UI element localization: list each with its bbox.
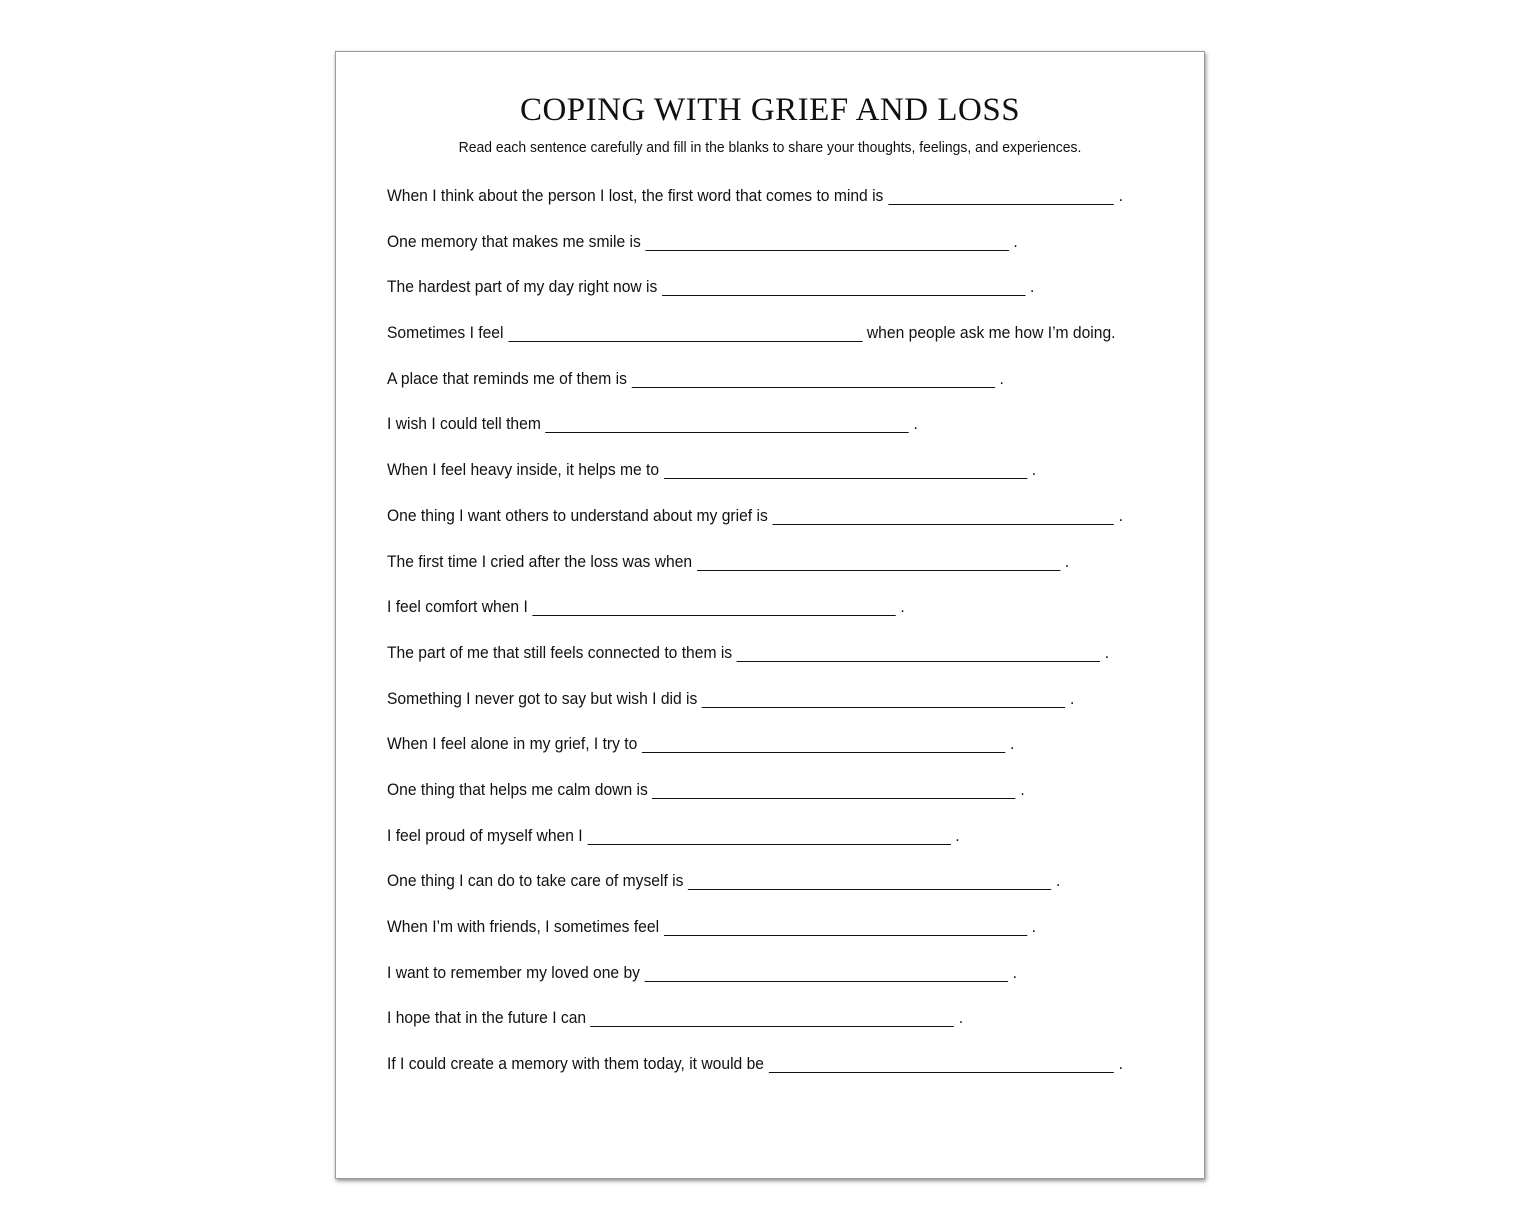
fill-in-blank[interactable] [652, 780, 1015, 799]
prompt-row [387, 689, 1123, 735]
fill-in-blank[interactable] [632, 369, 995, 388]
prompt-text: When I’m with friends, I sometimes feel [387, 917, 660, 936]
prompt-row [387, 232, 1123, 278]
prompt-text: One thing I can do to take care of myself is [387, 871, 684, 891]
prompt-ending: . [999, 368, 1004, 388]
prompt-row [387, 323, 1123, 369]
worksheet-title: COPING WITH GRIEF AND LOSS [519, 92, 1021, 128]
prompt-row [387, 597, 1123, 643]
prompt-row [387, 414, 1123, 460]
prompt-row [387, 643, 1123, 689]
prompt-ending: . [913, 414, 918, 434]
prompt-text: Something I never got to say but wish I did is [387, 688, 698, 708]
prompt-text: One thing that helps me calm down is [387, 779, 648, 799]
prompt-row [387, 552, 1123, 598]
prompt-text: I want to remember my loved one by [387, 962, 640, 982]
prompt-row [387, 826, 1123, 872]
prompt-text: When I feel heavy inside, it helps me to [387, 460, 660, 480]
prompt-text: I feel proud of myself when I [387, 825, 583, 845]
prompt-ending: . [900, 597, 905, 617]
fill-in-blank[interactable] [642, 734, 1005, 753]
fill-in-blank[interactable] [688, 871, 1051, 890]
prompt-row [387, 734, 1123, 780]
fill-in-blank[interactable] [888, 186, 1114, 205]
prompt-row [387, 369, 1123, 415]
fill-in-blank[interactable] [645, 232, 1008, 251]
fill-in-blank[interactable] [662, 277, 1025, 296]
prompt-ending: when people ask me how I’m doing. [866, 323, 1116, 343]
fill-in-blank[interactable] [702, 689, 1065, 708]
fill-in-blank[interactable] [769, 1054, 1114, 1073]
prompt-ending: . [1104, 642, 1110, 662]
fill-in-blank[interactable] [664, 917, 1027, 936]
prompt-text: When I feel alone in my grief, I try to [387, 734, 638, 754]
prompt-row [387, 917, 1123, 963]
prompt-ending: . [1013, 231, 1018, 251]
prompt-ending: . [1029, 277, 1035, 297]
prompt-ending: . [1064, 551, 1070, 571]
prompt-ending: . [1031, 460, 1037, 480]
prompt-text: The part of me that still feels connected to them is [387, 642, 733, 662]
fill-in-blank[interactable] [772, 506, 1114, 525]
prompt-ending: . [1020, 779, 1025, 799]
prompt-ending: . [1031, 917, 1037, 936]
prompt-row [387, 1054, 1123, 1100]
prompt-row [387, 506, 1123, 552]
fill-in-blank[interactable] [591, 1008, 954, 1027]
prompt-text: Sometimes I feel [387, 323, 504, 343]
worksheet-page [335, 51, 1205, 1179]
prompt-text: I wish I could tell them [387, 414, 541, 434]
prompt-text: One memory that makes me smile is [387, 231, 641, 251]
fill-in-blank[interactable] [737, 643, 1100, 662]
fill-in-blank[interactable] [664, 460, 1027, 479]
prompt-ending: . [1012, 962, 1017, 982]
worksheet-instructions: Read each sentence carefully and fill in the blanks to share your thoughts, feelings, and experiences. [458, 139, 1082, 156]
prompt-text: The hardest part of my day right now is [387, 277, 658, 297]
prompt-row [387, 780, 1123, 826]
prompt-text: The first time I cried after the loss was when [387, 551, 693, 571]
prompt-ending: . [1118, 505, 1123, 525]
prompt-text: When I think about the person I lost, the first word that comes to mind is [387, 186, 884, 205]
prompt-ending: . [1056, 871, 1061, 891]
fill-in-blank[interactable] [587, 826, 950, 845]
prompt-ending: . [1009, 734, 1015, 754]
prompt-row [387, 460, 1123, 506]
fill-in-blank[interactable] [508, 323, 862, 342]
prompt-ending: . [1069, 688, 1075, 708]
prompt-row [387, 1008, 1123, 1054]
fill-in-blank[interactable] [545, 414, 908, 433]
prompt-text: I feel comfort when I [387, 597, 528, 617]
prompt-row [387, 871, 1123, 917]
prompt-text: I hope that in the future I can [387, 1008, 587, 1028]
prompt-ending: . [1118, 1054, 1123, 1074]
prompt-ending: . [955, 825, 960, 845]
prompt-row [387, 963, 1123, 1009]
prompt-text: One thing I want others to understand about my grief is [387, 505, 768, 525]
fill-in-blank[interactable] [697, 552, 1060, 571]
prompt-row [387, 186, 1123, 232]
prompt-text: If I could create a memory with them today, it would be [387, 1054, 764, 1074]
prompt-ending: . [1118, 186, 1123, 205]
prompt-text: A place that reminds me of them is [387, 368, 627, 388]
fill-in-blank[interactable] [645, 963, 1008, 982]
prompt-list [387, 186, 1187, 1100]
prompt-row [387, 277, 1123, 323]
fill-in-blank[interactable] [532, 597, 895, 616]
prompt-ending: . [958, 1008, 964, 1028]
